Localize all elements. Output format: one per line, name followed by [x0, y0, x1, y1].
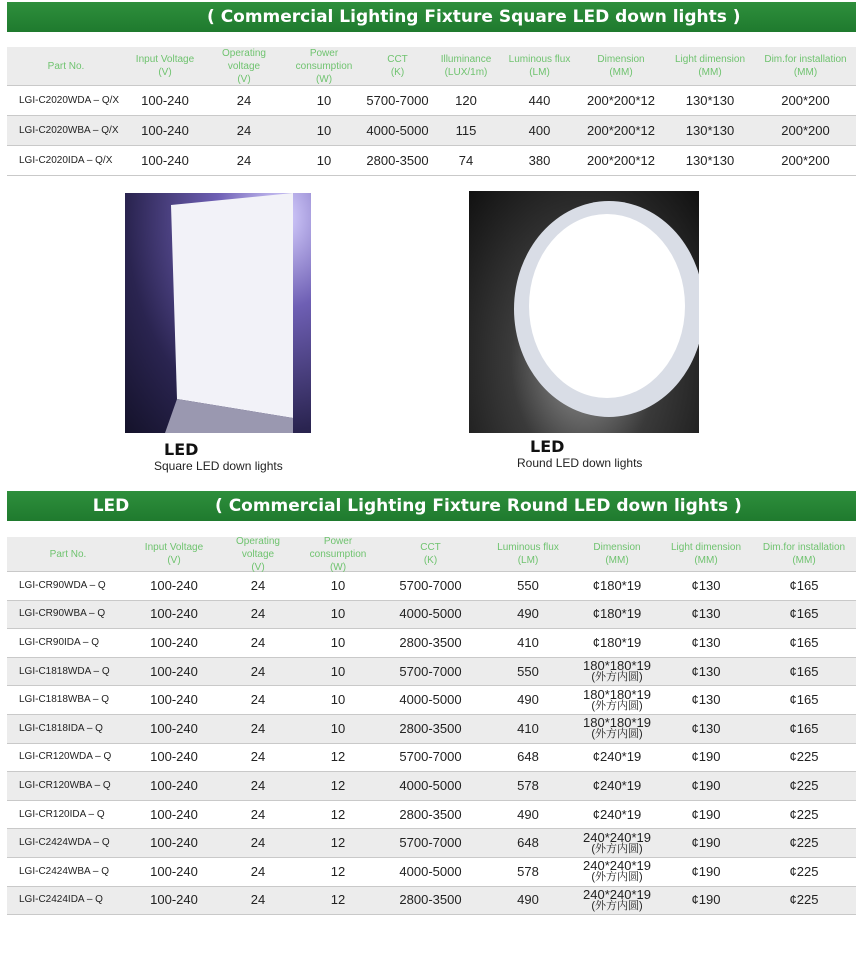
cell-dimension: [574, 860, 660, 883]
cell-cct: 4000-5000: [399, 692, 462, 708]
cell-illuminance: 115: [455, 122, 477, 138]
header-illuminance: Illuminance (LUX/1m): [440, 54, 492, 78]
cell-dim-installation: ¢225: [789, 749, 819, 765]
cell-illuminance: 74: [458, 152, 474, 168]
cell-cct: 2800-3500: [399, 892, 462, 908]
cell-part-no: LGI-CR90WBA – Q: [19, 608, 106, 620]
cell-power: 10: [330, 634, 346, 650]
cell-input-voltage: 100-240: [141, 152, 189, 168]
cell-operating-voltage: 24: [236, 152, 252, 168]
cell-luminous-flux: 648: [517, 835, 539, 851]
cell-power: 10: [330, 692, 346, 708]
cell-power: 12: [330, 863, 346, 879]
header-part-no: Part No.: [49, 548, 87, 560]
cell-cct: 4000-5000: [366, 122, 429, 138]
cell-part-no: LGI-C1818IDA – Q: [19, 722, 103, 734]
cell-light-dimension: ¢130: [691, 663, 721, 679]
table-row: [7, 146, 856, 176]
cell-input-voltage: 100-240: [150, 577, 198, 593]
header-dim-installation: Dim.for installation (MM): [762, 542, 846, 566]
cell-dim-installation: ¢225: [789, 777, 819, 793]
cell-cct: 5700-7000: [399, 663, 462, 679]
cell-luminous-flux: 578: [517, 863, 539, 879]
cell-input-voltage: 100-240: [150, 749, 198, 765]
cell-operating-voltage: 24: [250, 777, 266, 793]
cell-luminous-flux: 490: [517, 892, 539, 908]
cell-luminous-flux: 490: [517, 806, 539, 822]
cell-luminous-flux: 380: [528, 152, 551, 168]
cell-dimension: [574, 660, 660, 683]
square-photo-label: LED: [164, 440, 199, 459]
table-row: [7, 772, 856, 801]
cell-part-no: LGI-C1818WBA – Q: [19, 694, 110, 706]
dimension-value: ¢240*19: [592, 777, 642, 793]
header-light-dimension: Light dimension (MM): [674, 54, 746, 78]
dimension-note: (外方内圆): [591, 728, 643, 741]
cell-dim-installation: ¢165: [789, 634, 819, 650]
cell-input-voltage: 100-240: [150, 634, 198, 650]
cell-power: 12: [330, 892, 346, 908]
dimension-note: (外方内圆): [591, 871, 643, 884]
cell-operating-voltage: 24: [250, 606, 266, 622]
cell-dimension: [574, 886, 660, 912]
square-spec-table: [7, 47, 856, 176]
cell-power: 10: [330, 606, 346, 622]
cell-dimension: [574, 829, 660, 855]
square-panel-graphic: [125, 193, 311, 433]
cell-operating-voltage: 24: [250, 663, 266, 679]
cell-part-no: LGI-C1818WDA – Q: [19, 665, 110, 677]
table-row: [7, 629, 856, 658]
cell-luminous-flux: 440: [528, 92, 551, 108]
cell-dim-installation: 200*200: [781, 92, 830, 108]
square-section-title: ( Commercial Lighting Fixture Square LED down lights ): [207, 7, 741, 27]
cell-dimension: [574, 577, 660, 593]
cell-light-dimension: ¢190: [691, 892, 721, 908]
cell-part-no: LGI-CR120WDA – Q: [19, 751, 112, 763]
cell-power: 10: [330, 577, 346, 593]
cell-input-voltage: 100-240: [150, 720, 198, 736]
cell-power: 10: [330, 663, 346, 679]
cell-cct: 5700-7000: [399, 835, 462, 851]
cell-luminous-flux: 648: [517, 749, 539, 765]
table-row: [7, 887, 856, 916]
header-operating-voltage: Operating voltage (V): [222, 47, 266, 85]
cell-dimension: [574, 634, 660, 650]
cell-light-dimension: ¢190: [691, 749, 721, 765]
round-photo-caption: Round LED down lights: [517, 456, 643, 470]
cell-part-no: LGI-C2020WBA – Q/X: [19, 124, 119, 136]
dimension-value: 180*180*19: [583, 658, 651, 674]
cell-cct: 4000-5000: [399, 777, 462, 793]
cell-light-dimension: 130*130: [685, 92, 735, 108]
cell-dimension: [574, 777, 660, 793]
cell-dimension: 200*200*12: [587, 92, 655, 108]
header-part-no: Part No.: [47, 60, 85, 72]
header-light-dimension: Light dimension (MM): [670, 542, 742, 566]
table-header-row: [7, 537, 856, 572]
dimension-value: 240*240*19: [583, 858, 651, 874]
cell-luminous-flux: 550: [517, 577, 539, 593]
dimension-value: ¢180*19: [592, 577, 642, 593]
cell-input-voltage: 100-240: [141, 92, 189, 108]
cell-input-voltage: 100-240: [150, 663, 198, 679]
cell-cct: 2800-3500: [399, 634, 462, 650]
round-section-led-label: LED: [92, 496, 130, 516]
cell-operating-voltage: 24: [250, 806, 266, 822]
cell-operating-voltage: 24: [250, 577, 266, 593]
table-header-row: [7, 47, 856, 86]
cell-cct: 5700-7000: [399, 577, 462, 593]
cell-power: 10: [316, 122, 332, 138]
table-row: [7, 829, 856, 858]
cell-part-no: LGI-CR90WDA – Q: [19, 579, 106, 591]
table-row: [7, 86, 856, 116]
cell-dim-installation: 200*200: [781, 122, 830, 138]
round-panel-graphic: [469, 191, 699, 433]
dimension-note: (外方内圆): [591, 699, 643, 712]
cell-dim-installation: ¢225: [789, 863, 819, 879]
cell-dimension: [574, 717, 660, 740]
cell-cct: 5700-7000: [399, 749, 462, 765]
cell-light-dimension: 130*130: [685, 152, 735, 168]
table-row: [7, 572, 856, 601]
cell-luminous-flux: 490: [517, 606, 539, 622]
cell-dim-installation: ¢165: [789, 720, 819, 736]
cell-input-voltage: 100-240: [150, 863, 198, 879]
header-luminous-flux: Luminous flux (LM): [497, 542, 559, 566]
cell-operating-voltage: 24: [250, 692, 266, 708]
dimension-note: (外方内圆): [591, 842, 643, 855]
header-power-consumption: Power consumption (W): [309, 535, 367, 573]
header-dimension: Dimension (MM): [593, 542, 641, 566]
cell-part-no: LGI-C2020WDA – Q/X: [19, 94, 120, 106]
dimension-value: 240*240*19: [583, 886, 651, 902]
cell-light-dimension: ¢130: [691, 606, 721, 622]
header-dim-installation: Dim.for installation (MM): [764, 54, 847, 78]
square-led-photo: [125, 193, 311, 433]
dimension-note: (外方内圆): [591, 899, 643, 912]
cell-light-dimension: ¢190: [691, 835, 721, 851]
header-operating-voltage: Operating voltage (V): [236, 535, 280, 573]
dimension-value: 240*240*19: [583, 829, 651, 845]
dimension-note: (外方内圆): [591, 671, 643, 684]
cell-luminous-flux: 578: [517, 777, 539, 793]
cell-cct: 2800-3500: [399, 720, 462, 736]
dimension-value: 180*180*19: [583, 715, 651, 731]
table-row: [7, 858, 856, 887]
dimension-value: ¢180*19: [592, 606, 642, 622]
table-row: [7, 744, 856, 773]
header-cct: CCT (K): [420, 542, 441, 566]
cell-input-voltage: 100-240: [150, 692, 198, 708]
round-led-photo: [469, 191, 699, 433]
cell-input-voltage: 100-240: [150, 892, 198, 908]
round-photo-label: LED: [530, 437, 565, 456]
cell-luminous-flux: 410: [517, 720, 539, 736]
cell-luminous-flux: 550: [517, 663, 539, 679]
cell-luminous-flux: 490: [517, 692, 539, 708]
cell-part-no: LGI-C2424IDA – Q: [19, 894, 103, 906]
cell-power: 12: [330, 806, 346, 822]
header-luminous-flux: Luminous flux (LM): [508, 54, 571, 78]
cell-light-dimension: ¢190: [691, 777, 721, 793]
table-row: [7, 601, 856, 630]
cell-dim-installation: 200*200: [781, 152, 830, 168]
cell-illuminance: 120: [455, 92, 477, 108]
cell-part-no: LGI-C2424WBA – Q: [19, 865, 110, 877]
cell-dim-installation: ¢165: [789, 606, 819, 622]
dimension-value: ¢240*19: [592, 749, 642, 765]
cell-operating-voltage: 24: [250, 892, 266, 908]
cell-luminous-flux: 400: [528, 122, 551, 138]
cell-input-voltage: 100-240: [150, 806, 198, 822]
cell-operating-voltage: 24: [236, 92, 252, 108]
cell-light-dimension: ¢130: [691, 634, 721, 650]
cell-light-dimension: ¢130: [691, 720, 721, 736]
cell-dim-installation: ¢225: [789, 806, 819, 822]
cell-light-dimension: ¢190: [691, 806, 721, 822]
round-spec-table: [7, 537, 856, 915]
square-photo-caption: Square LED down lights: [154, 459, 283, 473]
cell-light-dimension: ¢190: [691, 863, 721, 879]
cell-cct: 4000-5000: [399, 606, 462, 622]
cell-power: 12: [330, 777, 346, 793]
header-cct: CCT (K): [387, 54, 408, 78]
cell-dim-installation: ¢165: [789, 577, 819, 593]
round-section-title: ( Commercial Lighting Fixture Round LED down lights ): [215, 496, 742, 516]
cell-part-no: LGI-CR120WBA – Q: [19, 779, 111, 791]
cell-operating-voltage: 24: [250, 634, 266, 650]
table-row: [7, 658, 856, 687]
cell-dimension: [574, 686, 660, 712]
cell-light-dimension: ¢130: [691, 692, 721, 708]
header-input-voltage: Input Voltage (V): [135, 54, 195, 78]
cell-operating-voltage: 24: [250, 720, 266, 736]
square-panel-face: [171, 193, 293, 418]
cell-dimension: 200*200*12: [587, 122, 655, 138]
table-row: [7, 801, 856, 830]
round-panel-face: [529, 214, 685, 398]
cell-power: 12: [330, 749, 346, 765]
cell-dim-installation: ¢165: [789, 692, 819, 708]
cell-dimension: [574, 751, 660, 763]
cell-power: 10: [316, 152, 332, 168]
cell-power: 10: [330, 720, 346, 736]
cell-input-voltage: 100-240: [141, 122, 189, 138]
header-input-voltage: Input Voltage (V): [144, 542, 204, 566]
cell-dim-installation: ¢225: [789, 892, 819, 908]
cell-operating-voltage: 24: [236, 122, 252, 138]
cell-input-voltage: 100-240: [150, 835, 198, 851]
table-row: [7, 715, 856, 744]
cell-cct: 5700-7000: [366, 92, 429, 108]
cell-cct: 4000-5000: [399, 863, 462, 879]
cell-dim-installation: ¢165: [789, 663, 819, 679]
cell-power: 12: [330, 835, 346, 851]
dimension-value: 180*180*19: [583, 686, 651, 702]
header-dimension: Dimension (MM): [597, 54, 645, 78]
dimension-value: ¢240*19: [592, 806, 642, 822]
square-section-banner: [7, 2, 856, 32]
round-section-banner: [7, 491, 856, 521]
table-row: [7, 686, 856, 715]
cell-dimension: 200*200*12: [587, 152, 655, 168]
cell-part-no: LGI-C2424WDA – Q: [19, 837, 110, 849]
cell-dimension: [574, 806, 660, 822]
cell-light-dimension: ¢130: [691, 577, 721, 593]
cell-luminous-flux: 410: [517, 634, 539, 650]
cell-dimension: [574, 608, 660, 620]
cell-operating-voltage: 24: [250, 835, 266, 851]
cell-operating-voltage: 24: [250, 863, 266, 879]
cell-part-no: LGI-CR90IDA – Q: [19, 636, 100, 648]
cell-dim-installation: ¢225: [789, 835, 819, 851]
cell-cct: 2800-3500: [366, 152, 429, 168]
cell-operating-voltage: 24: [250, 749, 266, 765]
cell-power: 10: [316, 92, 332, 108]
table-row: [7, 116, 856, 146]
cell-cct: 2800-3500: [399, 806, 462, 822]
cell-input-voltage: 100-240: [150, 606, 198, 622]
cell-light-dimension: 130*130: [685, 122, 735, 138]
cell-input-voltage: 100-240: [150, 777, 198, 793]
header-power-consumption: Power consumption (W): [295, 47, 353, 85]
dimension-value: ¢180*19: [592, 634, 642, 650]
cell-part-no: LGI-C2020IDA – Q/X: [19, 154, 113, 166]
cell-part-no: LGI-CR120IDA – Q: [19, 808, 105, 820]
